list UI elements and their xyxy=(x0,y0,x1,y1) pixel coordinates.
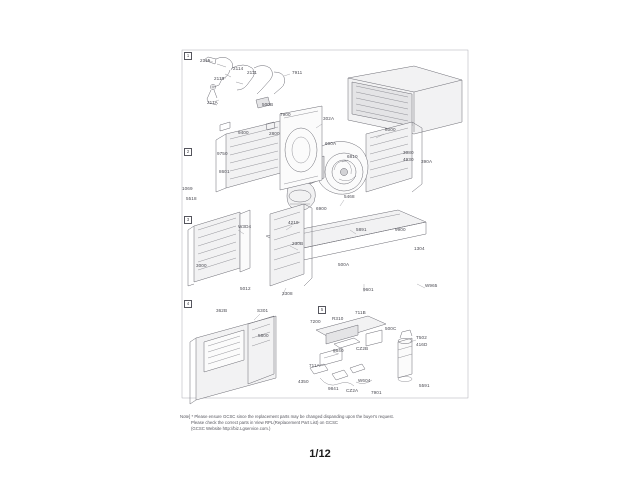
section-key-3: 3 xyxy=(184,216,192,224)
part-callout: 416D xyxy=(416,342,428,347)
part-callout: 500A xyxy=(338,262,350,267)
part-callout: 600A xyxy=(325,141,337,146)
part-callout: 8601 xyxy=(219,169,230,174)
part-callout: 390A xyxy=(421,159,433,164)
section-key-2: 2 xyxy=(184,148,192,156)
part-callout: 2800 xyxy=(269,131,280,136)
part-callout: 1069 xyxy=(182,186,193,191)
part-callout: 302A xyxy=(323,116,335,121)
part-callout: CZ2B xyxy=(356,346,369,351)
exploded-parts-diagram xyxy=(170,38,480,416)
part-callout: 9750 xyxy=(217,151,228,156)
part-callout: 9601 xyxy=(363,287,374,292)
part-callout: 7900 xyxy=(280,112,291,117)
part-callout: 2114 xyxy=(233,66,244,71)
part-callout: 2113 xyxy=(214,76,225,81)
part-callout: 3000 xyxy=(196,263,207,268)
part-callout: 9640 xyxy=(333,348,344,353)
part-callout: S301 xyxy=(257,308,269,313)
section-key-4: 4 xyxy=(184,300,192,308)
part-callout: 3308 xyxy=(282,291,293,296)
part-callout: 711B xyxy=(355,310,366,315)
part-callout: 211A xyxy=(207,100,218,105)
part-callout: 7901 xyxy=(371,390,382,395)
part-callout: 4350 xyxy=(298,379,309,384)
part-callout: 4930 xyxy=(403,157,414,162)
part-callout: 711A xyxy=(309,363,320,368)
part-callout: 500B xyxy=(262,102,274,107)
part-callout: 230B xyxy=(292,241,304,246)
page-number: 1/12 xyxy=(309,448,331,460)
part-callout: 9900 xyxy=(395,227,406,232)
part-callout: 9400 xyxy=(238,130,249,135)
part-callout: 2111 xyxy=(247,70,257,75)
part-callout: 7911 xyxy=(292,70,303,75)
part-callout: 8000 xyxy=(385,127,396,132)
part-callout: 5800 xyxy=(258,333,269,338)
part-callout: 500C xyxy=(385,326,397,331)
part-callout: 1304 xyxy=(414,246,425,251)
part-callout: 9841 xyxy=(328,386,339,391)
part-callout: CZ2A xyxy=(346,388,359,393)
part-callout: 7200 xyxy=(310,319,321,324)
diagram-note xyxy=(180,414,480,433)
part-callout: W965 xyxy=(425,283,438,288)
part-callout: 4219 xyxy=(288,220,299,225)
part-callout: T502 xyxy=(416,335,427,340)
part-callout: 6810 xyxy=(347,154,358,159)
part-callout: 5891 xyxy=(356,227,367,232)
part-callout: 362B xyxy=(216,308,228,313)
note-line-3: (GCSC Website http://biz.Lgservice.com.) xyxy=(191,426,271,432)
note-line-2: Please check the correct parts in View RPL(Replacement Part List) on GCSC xyxy=(191,420,339,426)
note-line-1: Note] * Please ensure GCSC since the replacement parts may be changed dispanding upon the buyer's request. xyxy=(180,414,394,419)
part-callout: 5518 xyxy=(186,196,197,201)
part-callout: R310 xyxy=(332,316,344,321)
diagram-vector xyxy=(170,38,480,416)
part-callout: W3D4 xyxy=(238,224,252,229)
part-callout: 5468 xyxy=(344,194,355,199)
part-callout: 5012 xyxy=(240,286,251,291)
section-key-1: 1 xyxy=(184,52,192,60)
part-callout: 6900 xyxy=(316,206,327,211)
part-callout: 2115 xyxy=(200,58,211,63)
part-callout: 5591 xyxy=(419,383,430,388)
part-callout: 3080 xyxy=(403,150,414,155)
part-callout: W604 xyxy=(358,378,371,383)
section-key-5: 5 xyxy=(318,306,326,314)
